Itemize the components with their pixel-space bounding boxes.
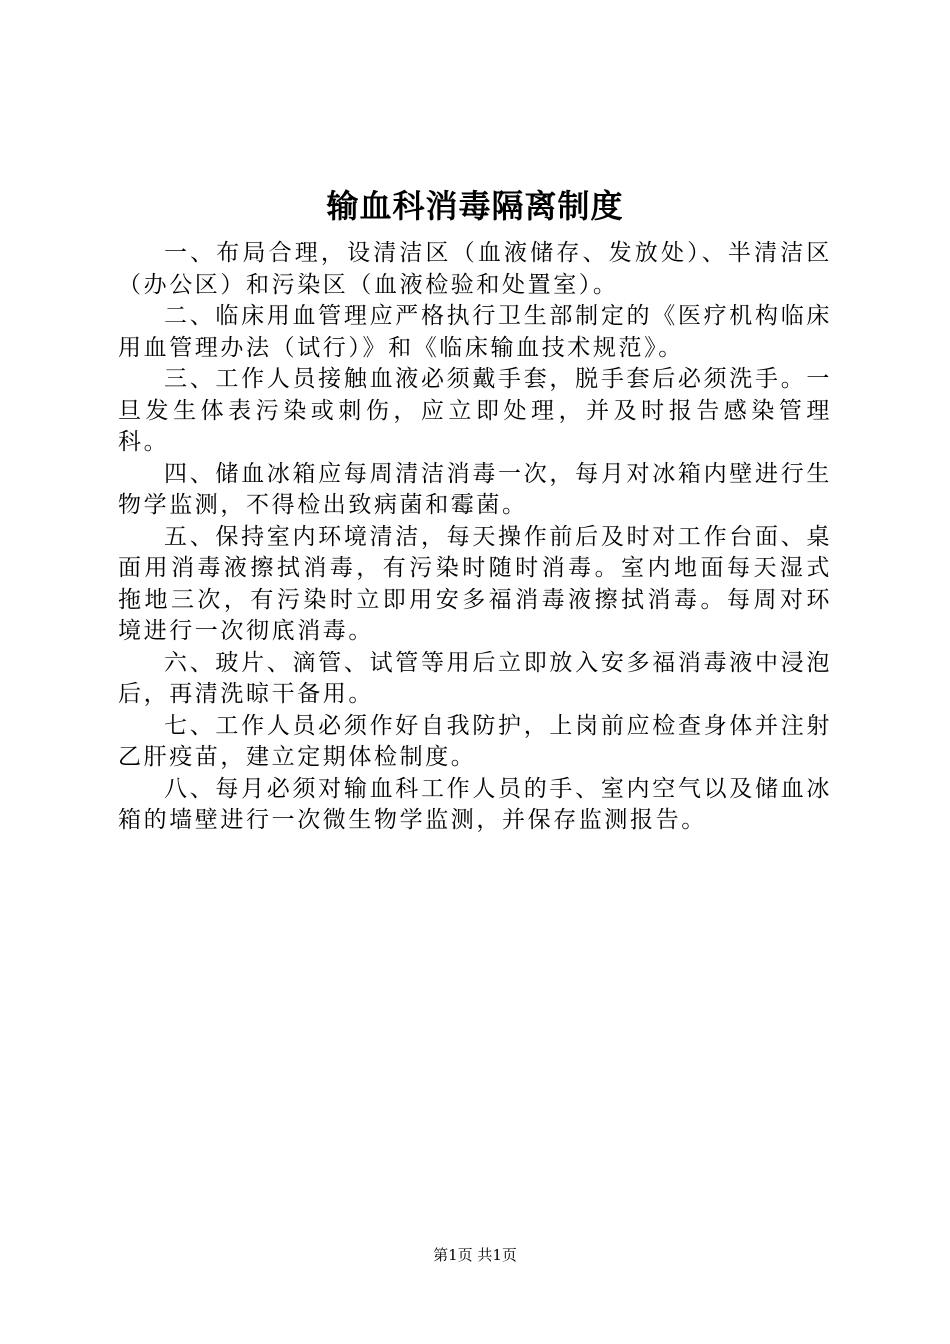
paragraph-4: 四、储血冰箱应每周清洁消毒一次，每月对冰箱内壁进行生物学监测，不得检出致病菌和霉菌。 bbox=[118, 460, 832, 518]
page-number-footer: 第1页 共1页 bbox=[433, 1246, 517, 1264]
document-title: 输血科消毒隔离制度 bbox=[326, 187, 624, 225]
paragraph-2: 二、临床用血管理应严格执行卫生部制定的《医疗机构临床用血管理办法（试行）》和《临床输血技术规范》。 bbox=[118, 303, 832, 361]
document-body bbox=[118, 238, 832, 837]
paragraph-3: 三、工作人员接触血液必须戴手套，脱手套后必须洗手。一旦发生体表污染或刺伤，应立即处理，并及时报告感染管理科。 bbox=[118, 366, 832, 455]
paragraph-6: 六、玻片、滴管、试管等用后立即放入安多福消毒液中浸泡后，再清洗晾干备用。 bbox=[118, 649, 832, 707]
paragraph-5: 五、保持室内环境清洁，每天操作前后及时对工作台面、桌面用消毒液擦拭消毒，有污染时随时消毒。室内地面每天湿式拖地三次，有污染时立即用安多福消毒液擦拭消毒。每周对环境进行一次彻底消毒。 bbox=[118, 523, 832, 644]
paragraph-1: 一、布局合理，设清洁区（血液储存、发放处）、半清洁区（办公区）和污染区（血液检验和处置室）。 bbox=[118, 240, 832, 298]
paragraph-7: 七、工作人员必须作好自我防护，上岗前应检查身体并注射乙肝疫苗，建立定期体检制度。 bbox=[118, 712, 832, 770]
paragraph-8: 八、每月必须对输血科工作人员的手、室内空气以及储血冰箱的墙壁进行一次微生物学监测，并保存监测报告。 bbox=[118, 775, 832, 833]
